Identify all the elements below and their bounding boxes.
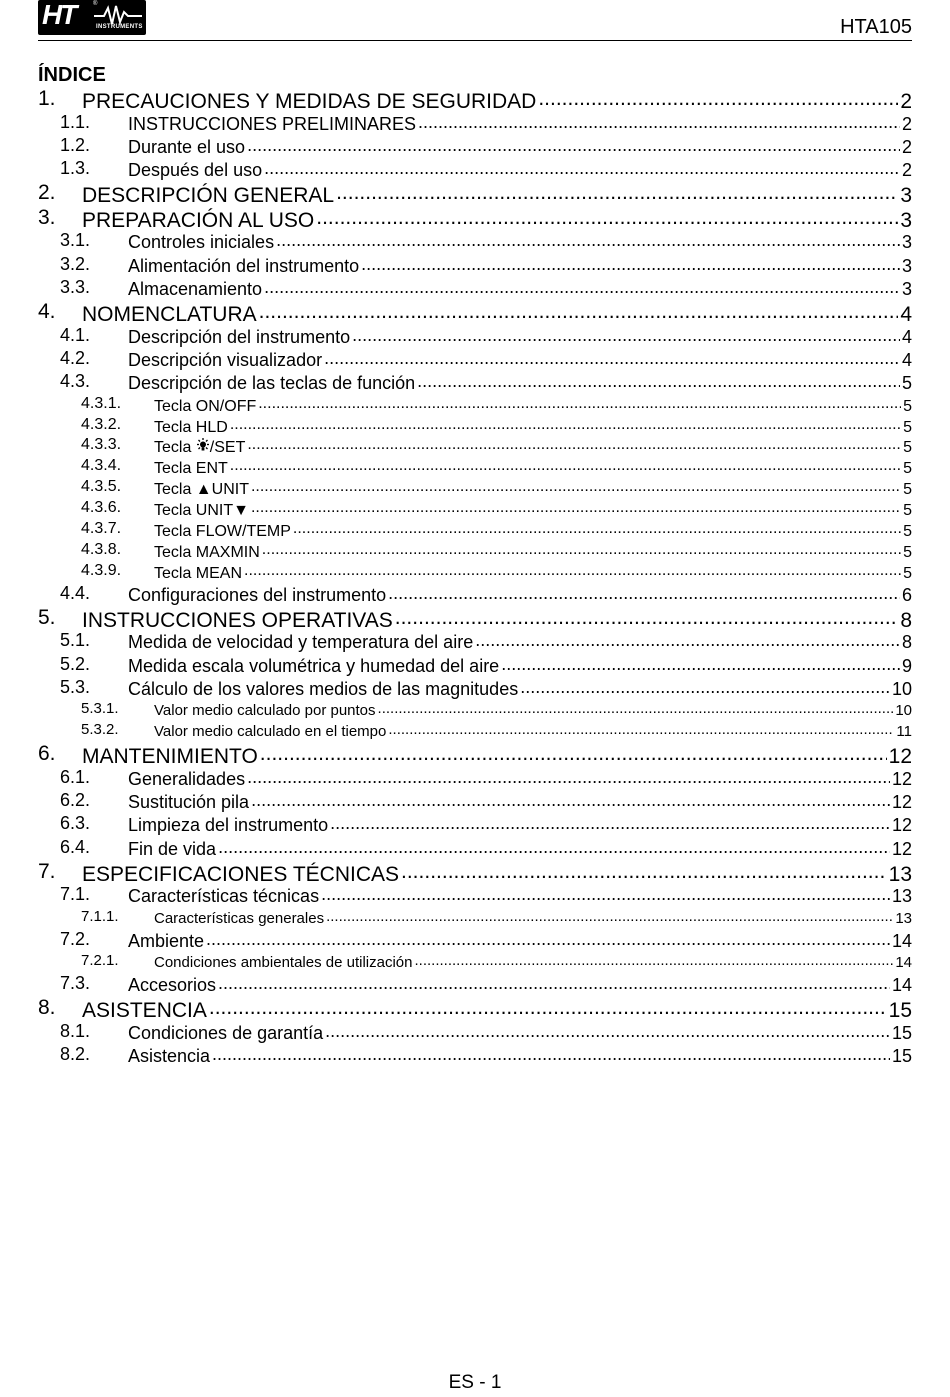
toc-entry-number: 5.3.1. [81, 700, 119, 718]
toc-entry-page: 12 [891, 815, 912, 836]
toc-entry-number: 6.2. [60, 789, 91, 810]
toc-entry-7-2[interactable] [38, 929, 912, 952]
toc-leader [293, 522, 901, 538]
toc-entry-5-3-1[interactable] [38, 700, 912, 721]
toc-entry-page: 2 [901, 136, 912, 157]
toc-entry-page: 8 [901, 632, 912, 653]
toc-entry-title: Descripción de las teclas de función [128, 373, 416, 394]
toc-entry-page: 5 [903, 564, 912, 582]
toc-entry-number: 1. [38, 87, 56, 110]
ht-instruments-logo [38, 0, 146, 35]
toc-entry-title: Accesorios [128, 974, 217, 995]
toc-entry-1-1[interactable] [38, 112, 912, 135]
toc-entry-number: 4. [38, 300, 56, 324]
toc-entry-page: 5 [903, 460, 912, 478]
toc-entry-4-3-4[interactable] [38, 457, 912, 478]
toc-entry-page: 14 [891, 974, 912, 995]
toc-entry-title: INSTRUCCIONES PRELIMINARES [128, 113, 417, 134]
toc-entry-title: Tecla MEAN [154, 564, 243, 582]
toc-entry-number: 4.3.8. [81, 540, 122, 558]
toc-entry-3-1[interactable] [38, 230, 912, 253]
toc-entry-title: NOMENCLATURA [82, 303, 257, 327]
toc-entry-page: 8 [900, 608, 912, 632]
toc-entry-title: Tecla MAXMIN [154, 543, 260, 561]
toc-entry-number: 5.2. [60, 653, 91, 674]
toc-entry-title: Medida escala volumétrica y humedad del aire [128, 655, 500, 676]
toc-entry-number: 3.1. [60, 230, 91, 251]
toc-entry-1-3[interactable] [38, 158, 912, 181]
toc-entry-4-3-6[interactable] [38, 499, 912, 520]
toc-entry-page: 5 [903, 543, 912, 561]
toc-entry-title: Ambiente [128, 930, 205, 951]
toc-entry-5-1[interactable] [38, 630, 912, 653]
toc-entry-title: Fin de vida [128, 838, 217, 859]
toc-entry-number: 3.2. [60, 253, 91, 274]
toc-leader [259, 303, 899, 324]
toc-entry-page: 12 [888, 745, 912, 769]
toc-entry-4-3-9[interactable] [38, 562, 912, 583]
logo-registered-mark: ® [93, 1, 98, 7]
toc-entry-number: 4.3. [60, 371, 91, 392]
toc-entry-page: 3 [900, 208, 912, 232]
toc-entry-page: 4 [901, 350, 912, 371]
toc-entry-8-1[interactable] [38, 1021, 912, 1044]
toc-entry-8-2[interactable] [38, 1044, 912, 1067]
toc-entry-number: 7.2.1. [81, 951, 119, 969]
toc-leader [230, 417, 901, 433]
toc-leader [538, 90, 898, 111]
toc-entry-title: Tecla ▲UNIT [154, 481, 249, 499]
toc-entry-title: Tecla ENT [154, 460, 228, 478]
toc-entry-page: 5 [903, 523, 912, 541]
toc-entry-number: 6.1. [60, 766, 91, 787]
toc-entry-title: Limpieza del instrumento [128, 815, 329, 836]
toc-leader [361, 256, 900, 274]
toc-entry-number: 6.4. [60, 836, 91, 857]
toc-entry-page: 11 [896, 723, 912, 741]
toc-leader [230, 459, 901, 475]
toc-entry-title: Tecla UNIT▼ [154, 502, 249, 520]
toc-entry-number: 4.3.9. [81, 561, 122, 579]
toc-leader [247, 438, 901, 454]
toc-leader [501, 656, 900, 674]
toc-leader [264, 160, 900, 178]
toc-entry-4-3-7[interactable] [38, 520, 912, 541]
toc-leader [417, 374, 900, 392]
header-divider [38, 40, 912, 41]
toc-leader [212, 1046, 890, 1064]
toc-entry-7-3[interactable] [38, 973, 912, 996]
toc-entry-3[interactable] [38, 206, 912, 231]
toc-leader [244, 564, 901, 580]
toc-leader [395, 609, 899, 630]
toc-leader [520, 679, 890, 697]
logo-brand: HT [42, 0, 76, 30]
toc-entry-6-3[interactable] [38, 813, 912, 836]
toc-leader [325, 1023, 890, 1041]
toc-entry-page: 5 [901, 373, 912, 394]
toc-entry-title: Descripción del instrumento [128, 326, 351, 347]
toc-entry-page: 5 [903, 418, 912, 436]
toc-entry-4-4[interactable] [38, 583, 912, 606]
toc-leader [326, 909, 893, 924]
toc-entry-page: 5 [903, 502, 912, 520]
toc-entry-page: 15 [888, 999, 912, 1023]
toc-entry-3-2[interactable] [38, 254, 912, 277]
toc-leader [264, 279, 900, 297]
toc-entry-title-prefix: Tecla [154, 439, 196, 457]
toc-title: ÍNDICE [38, 64, 106, 86]
toc-entry-3-3[interactable] [38, 277, 912, 300]
toc-entry-title: Alimentación del instrumento [128, 255, 360, 276]
toc-entry-4-2[interactable] [38, 348, 912, 371]
toc-entry-title: Medida de velocidad y temperatura del aire [128, 632, 474, 653]
toc-leader [378, 702, 894, 717]
toc-entry-title: Condiciones ambientales de utilización [154, 953, 413, 971]
toc-entry-page: 15 [891, 1045, 912, 1066]
toc-entry-6-4[interactable] [38, 837, 912, 860]
toc-entry-title-suffix: /SET [209, 439, 246, 457]
toc-entry-page: 9 [901, 655, 912, 676]
light-bulb-icon [196, 438, 210, 453]
toc-entry-number: 4.4. [60, 582, 91, 603]
toc-leader [276, 233, 900, 251]
toc-entry-number: 5.3.2. [81, 721, 119, 739]
toc-entry-title: Controles iniciales [128, 232, 275, 253]
toc-entry-number: 7. [38, 859, 56, 883]
table-of-contents [38, 87, 912, 1067]
toc-entry-4[interactable] [38, 300, 912, 325]
toc-entry-page: 5 [903, 439, 912, 457]
toc-leader [206, 931, 890, 949]
toc-entry-number: 4.2. [60, 348, 91, 369]
toc-entry-number: 6.3. [60, 813, 91, 834]
toc-leader [336, 184, 898, 205]
toc-leader [475, 633, 900, 651]
toc-entry-page: 4 [900, 303, 912, 327]
toc-entry-number: 3. [38, 205, 56, 229]
toc-entry-page: 13 [888, 862, 912, 886]
toc-entry-6[interactable] [38, 742, 912, 767]
toc-entry-number: 4.3.7. [81, 520, 122, 538]
toc-entry-6-2[interactable] [38, 790, 912, 813]
toc-entry-4-3-2[interactable] [38, 416, 912, 437]
toc-entry-number: 4.3.1. [81, 394, 122, 412]
toc-entry-title: Descripción visualizador [128, 350, 323, 371]
toc-entry-page: 6 [901, 584, 912, 605]
toc-entry-number: 5.1. [60, 630, 91, 651]
toc-entry-page: 3 [901, 255, 912, 276]
toc-leader [418, 114, 900, 132]
toc-entry-title: INSTRUCCIONES OPERATIVAS [82, 608, 393, 632]
toc-entry-page: 15 [891, 1022, 912, 1043]
toc-entry-number: 5. [38, 605, 56, 629]
toc-leader [247, 769, 890, 787]
toc-entry-page: 3 [901, 232, 912, 253]
toc-entry-1-2[interactable] [38, 135, 912, 158]
toc-entry-page: 3 [900, 184, 912, 208]
toc-leader [251, 792, 890, 810]
toc-entry-5-3[interactable] [38, 677, 912, 700]
toc-entry-1[interactable] [38, 87, 912, 112]
toc-entry-number: 3.3. [60, 276, 91, 297]
toc-entry-title [154, 438, 247, 457]
toc-entry-page: 10 [895, 702, 912, 720]
toc-entry-page: 4 [901, 326, 912, 347]
toc-entry-5[interactable] [38, 606, 912, 631]
toc-entry-number: 5.3. [60, 677, 91, 698]
toc-entry-title: ASISTENCIA [82, 999, 207, 1023]
toc-entry-page: 12 [891, 768, 912, 789]
toc-entry-number: 1.1. [60, 111, 91, 132]
toc-entry-title: Valor medio calculado en el tiempo [154, 723, 387, 741]
toc-leader [415, 954, 894, 969]
toc-entry-6-1[interactable] [38, 767, 912, 790]
toc-entry-title: Después del uso [128, 160, 263, 181]
toc-entry-title: Cálculo de los valores medios de las magnitudes [128, 679, 519, 700]
logo-subtitle: INSTRUMENTS [96, 24, 143, 30]
toc-entry-page: 5 [903, 397, 912, 415]
toc-entry-4-1[interactable] [38, 325, 912, 348]
toc-entry-title: Asistencia [128, 1045, 211, 1066]
toc-entry-number: 4.3.3. [81, 436, 122, 454]
toc-leader [258, 397, 901, 413]
toc-entry-4-3-3[interactable] [38, 436, 912, 457]
toc-leader [251, 501, 901, 517]
toc-entry-title: Generalidades [128, 768, 246, 789]
toc-entry-number: 7.1.1. [81, 907, 119, 925]
toc-entry-number: 7.1. [60, 884, 91, 905]
toc-entry-number: 8.2. [60, 1043, 91, 1064]
page-footer: ES - 1 [448, 1372, 502, 1393]
toc-leader [330, 815, 890, 833]
toc-leader [401, 862, 887, 883]
toc-leader [247, 137, 900, 155]
toc-entry-5-3-2[interactable] [38, 721, 912, 742]
toc-entry-page: 2 [901, 113, 912, 134]
toc-entry-title: DESCRIPCIÓN GENERAL [82, 184, 335, 208]
toc-entry-page: 13 [891, 886, 912, 907]
toc-entry-page: 14 [895, 953, 912, 971]
toc-entry-number: 8.1. [60, 1020, 91, 1041]
toc-leader [251, 480, 901, 496]
toc-entry-page: 12 [891, 838, 912, 859]
toc-entry-title: PREPARACIÓN AL USO [82, 208, 315, 232]
toc-entry-4-3-8[interactable] [38, 541, 912, 562]
toc-entry-title: Configuraciones del instrumento [128, 584, 387, 605]
toc-entry-5-2[interactable] [38, 654, 912, 677]
toc-entry-7-2-1[interactable] [38, 952, 912, 973]
toc-entry-2[interactable] [38, 181, 912, 206]
toc-entry-title: Tecla HLD [154, 418, 228, 436]
toc-entry-7-1[interactable] [38, 884, 912, 907]
toc-leader [218, 975, 890, 993]
toc-entry-number: 4.3.4. [81, 457, 122, 475]
toc-leader [262, 543, 901, 559]
toc-entry-number: 8. [38, 996, 56, 1020]
toc-entry-number: 4.3.6. [81, 499, 122, 517]
toc-entry-number: 4.3.2. [81, 415, 122, 433]
toc-entry-number: 6. [38, 742, 56, 766]
toc-entry-number: 7.2. [60, 928, 91, 949]
toc-entry-8[interactable] [38, 996, 912, 1021]
toc-entry-4-3-1[interactable] [38, 395, 912, 416]
toc-entry-page: 3 [901, 278, 912, 299]
toc-entry-number: 1.3. [60, 158, 91, 179]
toc-entry-title: Valor medio calculado por puntos [154, 702, 376, 720]
toc-entry-page: 2 [900, 90, 912, 113]
toc-entry-title: Características técnicas [128, 886, 320, 907]
toc-leader [388, 585, 900, 603]
toc-entry-page: 12 [891, 791, 912, 812]
toc-entry-7-1-1[interactable] [38, 908, 912, 929]
toc-leader [352, 327, 900, 345]
toc-entry-page: 2 [901, 160, 912, 181]
toc-entry-title: Condiciones de garantía [128, 1022, 324, 1043]
toc-entry-page: 5 [903, 481, 912, 499]
toc-leader [260, 745, 887, 766]
toc-entry-title: Tecla ON/OFF [154, 397, 257, 415]
toc-leader [324, 350, 900, 368]
toc-entry-page: 10 [891, 679, 912, 700]
toc-entry-number: 7.3. [60, 972, 91, 993]
toc-entry-title: Almacenamiento [128, 278, 263, 299]
toc-entry-number: 1.2. [60, 134, 91, 155]
toc-entry-title: Sustitución pila [128, 791, 250, 812]
toc-leader [388, 723, 894, 738]
toc-entry-title: MANTENIMIENTO [82, 745, 258, 769]
toc-entry-number: 4.3.5. [81, 478, 122, 496]
toc-entry-title: ESPECIFICACIONES TÉCNICAS [82, 862, 400, 886]
toc-entry-page: 14 [891, 930, 912, 951]
toc-entry-title: Durante el uso [128, 136, 246, 157]
toc-entry-page: 13 [895, 909, 912, 927]
toc-leader [316, 208, 898, 229]
toc-leader [321, 887, 890, 905]
toc-leader [209, 999, 887, 1020]
toc-entry-title: Tecla FLOW/TEMP [154, 523, 291, 541]
toc-entry-4-3[interactable] [38, 371, 912, 394]
toc-entry-number: 4.1. [60, 324, 91, 345]
toc-entry-7[interactable] [38, 860, 912, 885]
toc-entry-number: 2. [38, 181, 56, 205]
toc-entry-4-3-5[interactable] [38, 478, 912, 499]
toc-leader [218, 839, 890, 857]
toc-entry-title: PRECAUCIONES Y MEDIDAS DE SEGURIDAD [82, 90, 537, 113]
toc-entry-title: Características generales [154, 909, 325, 927]
model-name: HTA105 [840, 16, 912, 38]
